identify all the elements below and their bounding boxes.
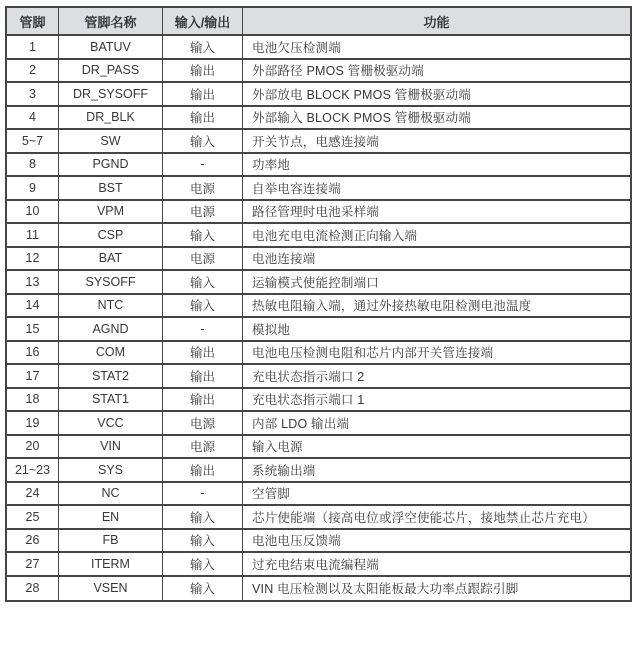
pin-io-cell: 输出 (163, 83, 243, 107)
pin-io-cell: 电源 (163, 436, 243, 460)
table-row (7, 177, 630, 201)
pin-number-cell: 20 (7, 436, 59, 460)
pin-function-cell: 电池欠压检测端 (243, 36, 630, 60)
pin-number-cell: 16 (7, 342, 59, 366)
pin-name-cell: EN (59, 506, 163, 530)
pin-name-cell: SW (59, 130, 163, 154)
pin-name-cell: COM (59, 342, 163, 366)
pin-io-cell: - (163, 318, 243, 342)
pin-function-cell: 充电状态指示端口 1 (243, 389, 630, 413)
pin-name-cell: STAT1 (59, 389, 163, 413)
pin-number-cell: 18 (7, 389, 59, 413)
pin-function-cell: 功率地 (243, 154, 630, 178)
pin-number-cell: 2 (7, 60, 59, 84)
pin-io-cell: 输出 (163, 365, 243, 389)
pin-name-cell: BST (59, 177, 163, 201)
pin-name-cell: DR_PASS (59, 60, 163, 84)
table-row (7, 436, 630, 460)
pin-io-cell: 输入 (163, 36, 243, 60)
pin-function-cell: 芯片使能端（接高电位或浮空使能芯片，接地禁止芯片充电） (243, 506, 630, 530)
pin-number-cell: 25 (7, 506, 59, 530)
table-row (7, 412, 630, 436)
table-row (7, 107, 630, 131)
pin-name-cell: CSP (59, 224, 163, 248)
table-row (7, 60, 630, 84)
pin-function-cell: 自举电容连接端 (243, 177, 630, 201)
pin-io-cell: 输入 (163, 271, 243, 295)
pin-function-cell: 热敏电阻输入端，通过外接热敏电阻检测电池温度 (243, 295, 630, 319)
pin-function-cell: 空管脚 (243, 483, 630, 507)
pin-io-cell: - (163, 483, 243, 507)
pin-number-cell: 21~23 (7, 459, 59, 483)
pin-name-cell: DR_BLK (59, 107, 163, 131)
pin-io-cell: 输入 (163, 506, 243, 530)
pin-number-cell: 27 (7, 553, 59, 577)
table-row (7, 506, 630, 530)
pin-name-cell: BAT (59, 248, 163, 272)
pin-number-cell: 9 (7, 177, 59, 201)
pin-number-cell: 15 (7, 318, 59, 342)
pin-function-cell: 充电状态指示端口 2 (243, 365, 630, 389)
pin-name-cell: DR_SYSOFF (59, 83, 163, 107)
table-row (7, 224, 630, 248)
header-row (7, 8, 630, 36)
pin-io-cell: 输入 (163, 295, 243, 319)
table-row (7, 36, 630, 60)
pin-io-cell: 输出 (163, 342, 243, 366)
header-pin-name: 管脚名称 (59, 8, 163, 36)
pin-name-cell: BATUV (59, 36, 163, 60)
pin-io-cell: 输入 (163, 224, 243, 248)
pin-function-cell: 电池电压反馈端 (243, 530, 630, 554)
pin-number-cell: 12 (7, 248, 59, 272)
table-row (7, 154, 630, 178)
table-row (7, 553, 630, 577)
pin-function-cell: 外部放电 BLOCK PMOS 管栅极驱动端 (243, 83, 630, 107)
pin-function-cell: 外部输入 BLOCK PMOS 管栅极驱动端 (243, 107, 630, 131)
pin-function-cell: 电池充电电流检测正向输入端 (243, 224, 630, 248)
table-row (7, 342, 630, 366)
pin-name-cell: FB (59, 530, 163, 554)
pin-function-cell: VIN 电压检测以及太阳能板最大功率点跟踪引脚 (252, 582, 519, 597)
table-header (7, 8, 630, 36)
table-row (7, 530, 630, 554)
table-row (7, 459, 630, 483)
pin-io-cell: 输入 (163, 530, 243, 554)
pin-number-cell: 3 (7, 83, 59, 107)
pin-number-cell: 28 (7, 577, 59, 601)
pin-function-cell: 电池电压检测电阻和芯片内部开关管连接端 (243, 342, 630, 366)
pin-io-cell: 输入 (163, 577, 243, 601)
table-row (7, 271, 630, 295)
pin-number-cell: 5~7 (7, 130, 59, 154)
pin-function-cell: 电池连接端 (243, 248, 630, 272)
pin-io-cell: 输入 (163, 130, 243, 154)
pin-number-cell: 17 (7, 365, 59, 389)
pin-name-cell: VCC (59, 412, 163, 436)
pin-io-cell: 电源 (163, 248, 243, 272)
pin-io-cell: 输出 (163, 107, 243, 131)
table-row (7, 248, 630, 272)
pin-number-cell: 14 (7, 295, 59, 319)
pin-function-cell: 运输模式使能控制端口 (243, 271, 630, 295)
header-pin-number: 管脚 (7, 8, 59, 36)
pin-number-cell: 19 (7, 412, 59, 436)
header-pin-function: 功能 (243, 8, 630, 36)
pin-function-cell: 外部路径 PMOS 管栅极驱动端 (243, 60, 630, 84)
pin-io-cell: - (163, 154, 243, 178)
pin-io-cell: 电源 (163, 201, 243, 225)
pin-function-cell: 输入电源 (243, 436, 630, 460)
pin-name-cell: PGND (59, 154, 163, 178)
pin-number-cell: 8 (7, 154, 59, 178)
pin-name-cell: AGND (59, 318, 163, 342)
header-pin-io: 输入/输出 (163, 8, 243, 36)
pin-function-cell: 开关节点，电感连接端 (243, 130, 630, 154)
pin-io-cell: 输出 (163, 459, 243, 483)
table-row (7, 577, 630, 601)
pin-description-table (5, 6, 632, 602)
pin-function-cell: 过充电结束电流编程端 (243, 553, 630, 577)
table-row (7, 483, 630, 507)
pin-function-cell: 模拟地 (243, 318, 630, 342)
pin-name-cell: VIN (59, 436, 163, 460)
table-row (7, 318, 630, 342)
pin-name-cell: VPM (59, 201, 163, 225)
pin-number-cell: 13 (7, 271, 59, 295)
pin-name-cell: NTC (59, 295, 163, 319)
pin-name-cell: ITERM (59, 553, 163, 577)
table-row (7, 295, 630, 319)
pin-name-cell: NC (59, 483, 163, 507)
pin-function-cell: 系统输出端 (243, 459, 630, 483)
pin-io-cell: 输出 (163, 389, 243, 413)
pin-io-cell: 电源 (163, 177, 243, 201)
pin-name-cell: VSEN (59, 577, 163, 601)
pin-io-cell: 输入 (163, 553, 243, 577)
pin-number-cell: 24 (7, 483, 59, 507)
pin-number-cell: 10 (7, 201, 59, 225)
pin-name-cell: STAT2 (59, 365, 163, 389)
pin-function-cell: 内部 LDO 输出端 (243, 412, 630, 436)
pin-number-cell: 1 (7, 36, 59, 60)
pin-name-cell: SYS (59, 459, 163, 483)
pin-name-cell: SYSOFF (59, 271, 163, 295)
pin-function-cell: 路径管理时电池采样端 (243, 201, 630, 225)
pin-io-cell: 输出 (163, 60, 243, 84)
table-row (7, 201, 630, 225)
table-row (7, 365, 630, 389)
table-row (7, 130, 630, 154)
pin-io-cell: 电源 (163, 412, 243, 436)
pin-number-cell: 26 (7, 530, 59, 554)
table-row (7, 83, 630, 107)
pin-table-body (7, 36, 630, 600)
table-row (7, 389, 630, 413)
pin-number-cell: 11 (7, 224, 59, 248)
pin-number-cell: 4 (7, 107, 59, 131)
